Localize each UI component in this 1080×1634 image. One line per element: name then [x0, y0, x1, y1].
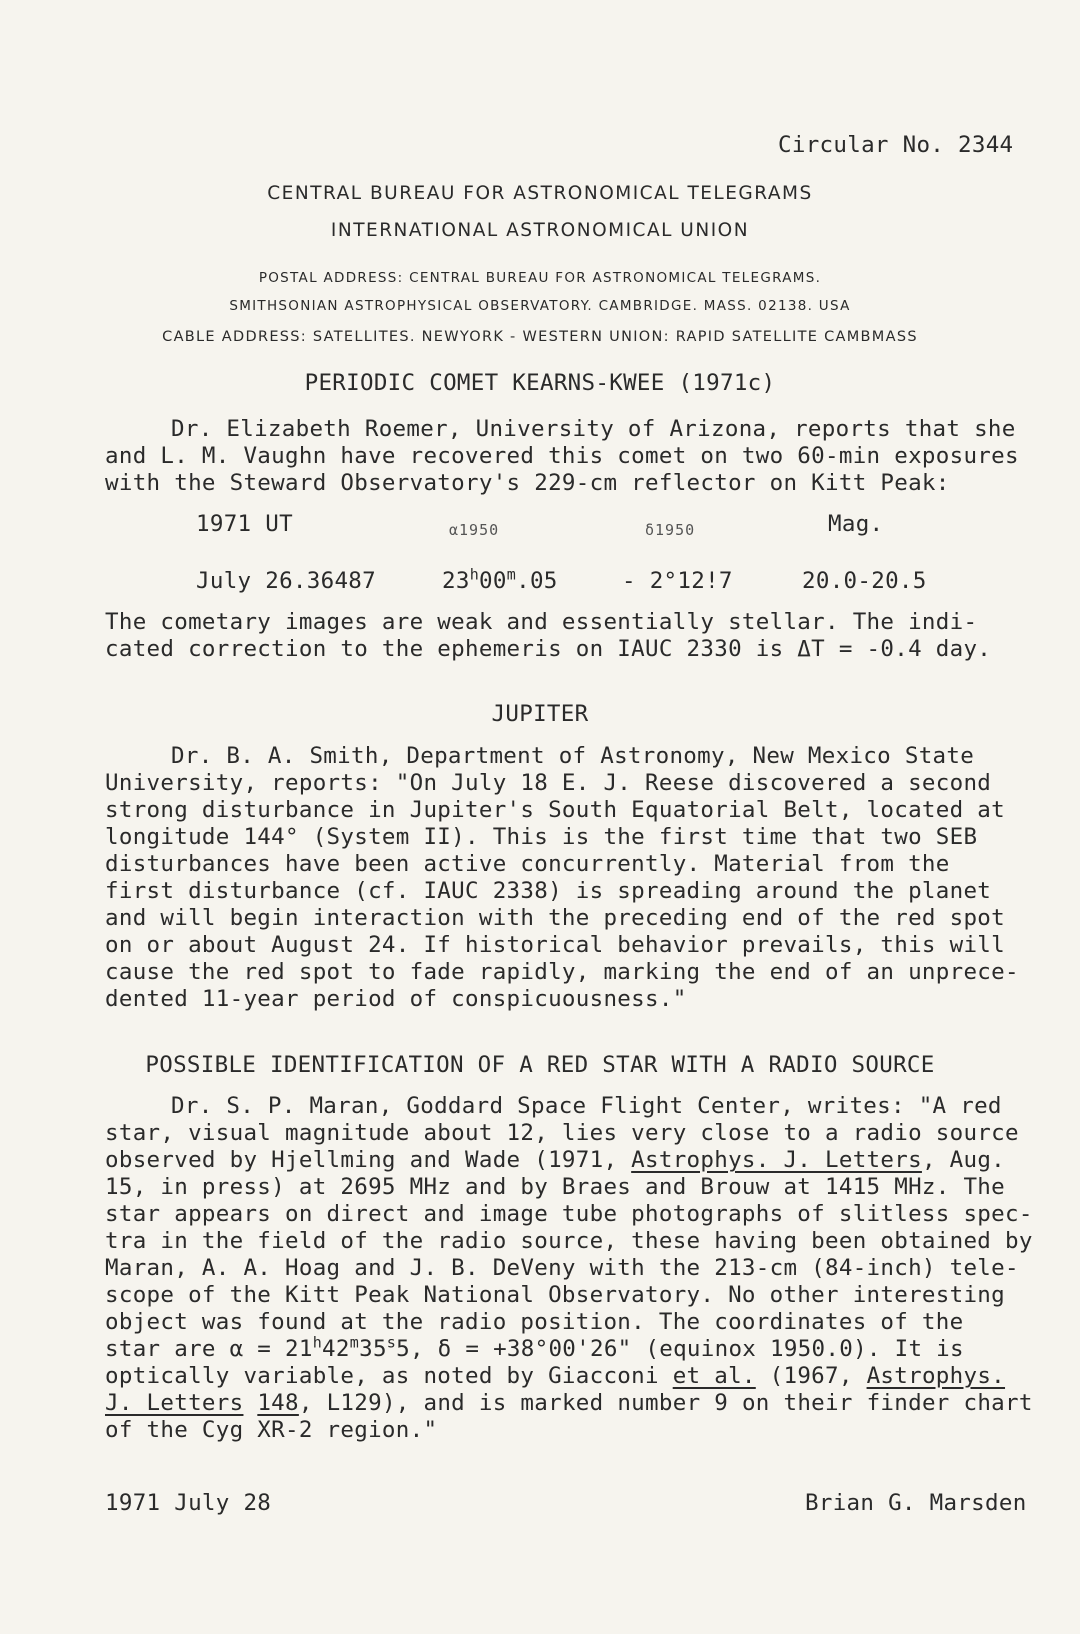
table-cell-mag: 20.0-20.5 — [802, 568, 927, 594]
table-header-dec: δ1950 — [645, 521, 696, 539]
radio-para-line: Dr. S. P. Maran, Goddard Space Flight Center, writes: "A red — [171, 1093, 1002, 1119]
jupiter-para-line: dented 11-year period of conspicuousness." — [105, 986, 687, 1012]
jupiter-para-line: cause the red spot to fade rapidly, marking the end of an unprece- — [105, 959, 1019, 985]
jupiter-para-line: Dr. B. A. Smith, Department of Astronomy, New Mexico State — [171, 743, 975, 769]
radio-para-line: star appears on direct and image tube photographs of slitless spec- — [105, 1201, 1033, 1227]
radio-para-line: Maran, A. A. Hoag and J. B. DeVeny with the 213-cm (84-inch) tele- — [105, 1255, 1019, 1281]
table-header-mag: Mag. — [828, 511, 884, 537]
radio-section-title: POSSIBLE IDENTIFICATION OF A RED STAR WITH A RADIO SOURCE — [145, 1052, 935, 1078]
comet-para-line: The cometary images are weak and essentially stellar. The indi- — [105, 609, 978, 635]
jupiter-section-title: JUPITER — [491, 701, 589, 727]
radio-para-line: of the Cyg XR-2 region." — [105, 1417, 438, 1443]
radio-para-line: scope of the Kitt Peak National Observatory. No other interesting — [105, 1282, 1005, 1308]
jupiter-para-line: University, reports: "On July 18 E. J. Reese discovered a second — [105, 770, 992, 796]
radio-para-line: star, visual magnitude about 12, lies very close to a radio source — [105, 1120, 1019, 1146]
table-cell-dec: - 2°12!7 — [622, 568, 733, 594]
circular-date: 1971 July 28 — [105, 1490, 272, 1516]
table-cell-date: July 26.36487 — [196, 568, 376, 594]
radio-para-line: star are $\alpha = 21^h42^m35^s5$, δ = +38°00'26" (equinox 1950.0). It is — [105, 1333, 964, 1362]
jupiter-para-line: disturbances have been active concurrently. Material from the — [105, 851, 950, 877]
radio-para-line: 15, in press) at 2695 MHz and by Braes and Brouw at 1415 MHz. The — [105, 1174, 1005, 1200]
cable-address: CABLE ADDRESS: SATELLITES. NEWYORK - WESTERN UNION: RAPID SATELLITE CAMBMASS — [162, 329, 918, 345]
radio-para-line: object was found at the radio position. The coordinates of the — [105, 1309, 964, 1335]
jupiter-para-line: on or about August 24. If historical behavior prevails, this will — [105, 932, 1005, 958]
circular-number: Circular No. 2344 — [778, 132, 1014, 158]
jupiter-para-line: first disturbance (cf. IAUC 2338) is spreading around the planet — [105, 878, 992, 904]
postal-address-line-1: POSTAL ADDRESS: CENTRAL BUREAU FOR ASTRONOMICAL TELEGRAMS. — [258, 270, 822, 286]
radio-para-line: optically variable, as noted by Giacconi et al. (1967, Astrophys. — [105, 1363, 1006, 1389]
jupiter-para-line: and will begin interaction with the preceding end of the red spot — [105, 905, 1005, 931]
jupiter-para-line: strong disturbance in Jupiter's South Equatorial Belt, located at — [105, 797, 1005, 823]
comet-section-title: PERIODIC COMET KEARNS-KWEE (1971c) — [304, 370, 776, 396]
table-header-ra: α1950 — [449, 521, 500, 539]
radio-para-line: J. Letters 148, L129), and is marked number 9 on their finder chart — [105, 1390, 1033, 1416]
comet-para-line: cated correction to the ephemeris on IAUC 2330 is ΔT = -0.4 day. — [105, 636, 992, 662]
comet-para-line: with the Steward Observatory's 229-cm reflector on Kitt Peak: — [105, 470, 950, 496]
author-signature: Brian G. Marsden — [805, 1490, 1027, 1516]
bureau-title: CENTRAL BUREAU FOR ASTRONOMICAL TELEGRAMS — [267, 183, 813, 204]
radio-para-line: observed by Hjellming and Wade (1971, Astrophys. J. Letters, Aug. — [105, 1147, 1006, 1173]
postal-address-line-2: SMITHSONIAN ASTROPHYSICAL OBSERVATORY. CAMBRIDGE. MASS. 02138. USA — [229, 298, 851, 314]
table-header-date: 1971 UT — [196, 511, 293, 537]
union-title: INTERNATIONAL ASTRONOMICAL UNION — [330, 220, 750, 241]
radio-para-line: tra in the field of the radio source, these having been obtained by — [105, 1228, 1033, 1254]
comet-para-line: and L. M. Vaughn have recovered this comet on two 60-min exposures — [105, 443, 1019, 469]
jupiter-para-line: longitude 144° (System II). This is the first time that two SEB — [105, 824, 978, 850]
table-cell-ra: 23$^h$00$^m$.05 — [442, 565, 558, 594]
comet-para-line: Dr. Elizabeth Roemer, University of Arizona, reports that she — [171, 416, 1016, 442]
